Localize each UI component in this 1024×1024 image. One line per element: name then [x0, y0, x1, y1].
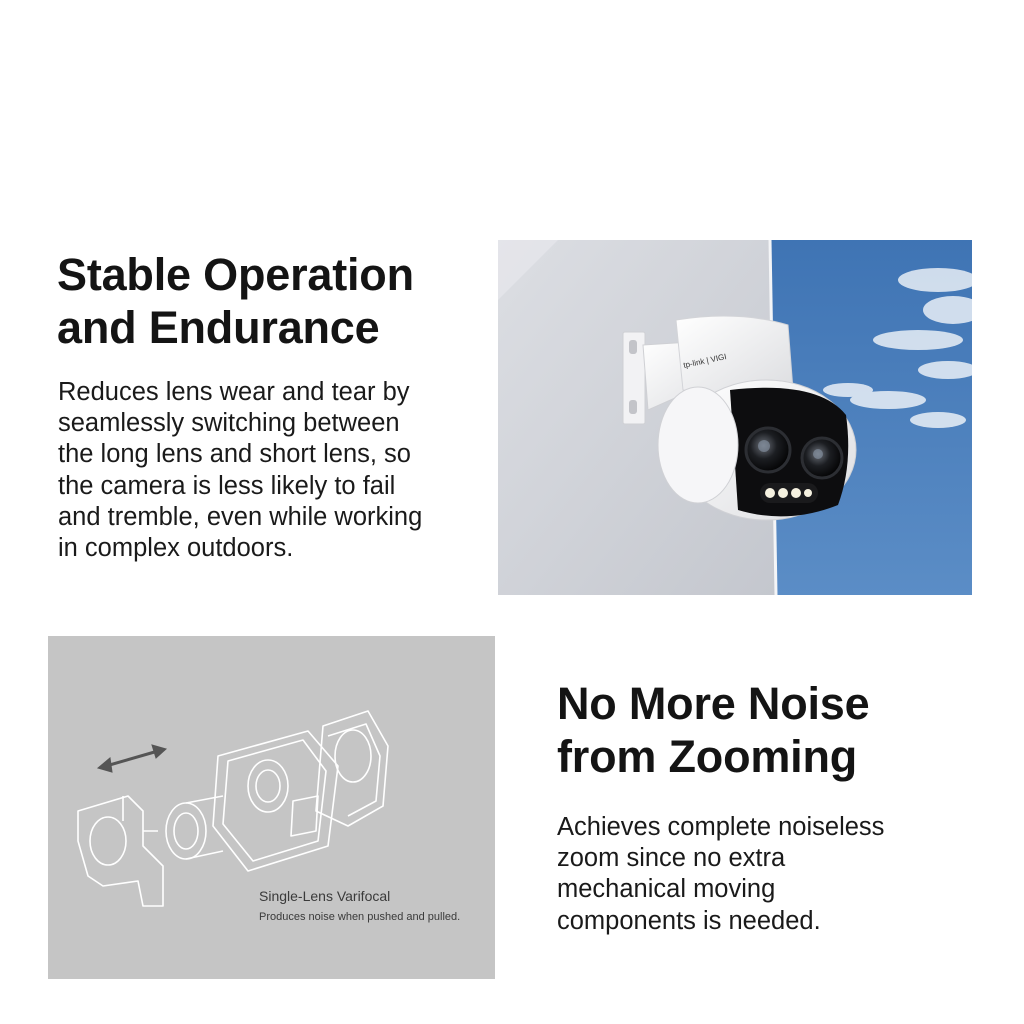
no-more-noise-title: No More Noise from Zooming	[557, 678, 870, 782]
camera-product-photo	[498, 240, 972, 595]
stable-operation-title: Stable Operation and Endurance	[57, 249, 414, 353]
stable-operation-description: Reduces lens wear and tear by seamlessly switching between the long lens and short lens, so the camera is less likely to fail and tremble, even while working in complex outdoors.	[58, 378, 423, 563]
double-arrow-icon	[98, 745, 166, 772]
diagram-caption-title: Single-Lens Varifocal	[259, 888, 391, 904]
diagram-caption-subtitle: Produces noise when pushed and pulled.	[259, 911, 461, 923]
single-lens-varifocal-diagram	[48, 636, 495, 979]
brand-logo: tp-link | VIGI	[682, 352, 728, 370]
no-more-noise-description: Achieves complete noiseless zoom since no extra mechanical moving components is needed.	[557, 813, 885, 935]
